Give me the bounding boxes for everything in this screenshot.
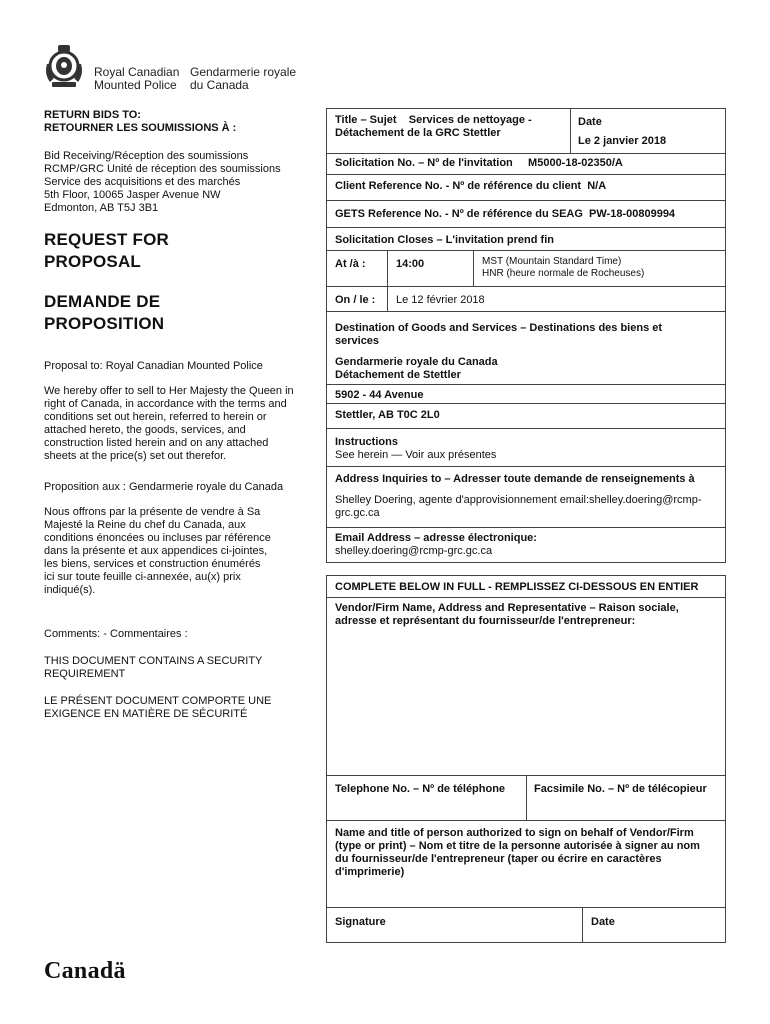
destination-heading (335, 322, 720, 348)
offer-en-line: construction listed herein and on any attached (44, 437, 269, 449)
gets-ref-value: PW-18-00809994 (589, 208, 676, 220)
ddp-title-line: PROPOSITION (44, 314, 165, 333)
inquiries-contact (335, 494, 723, 520)
at-label: At /à : (335, 258, 366, 270)
title-label: Title – Sujet (335, 114, 397, 126)
authorized-person-field[interactable] (335, 827, 720, 879)
inquiries-label: Address Inquiries to – Adresser toute demande de renseignements à (335, 473, 695, 485)
offer-fr-line: les biens, services et construction énumérés (44, 558, 261, 570)
org-name-en-1: Royal Canadian (94, 65, 180, 79)
proposal-to-fr: Proposition aux : Gendarmerie royale du Canada (44, 481, 284, 493)
closing-date: Le 12 février 2018 (396, 294, 485, 306)
security-en-line: THIS DOCUMENT CONTAINS A SECURITY (44, 655, 263, 667)
vendor-firm-field[interactable] (335, 602, 720, 628)
email-value: shelley.doering@rcmp-grc.gc.ca (335, 545, 493, 557)
date-value: Le 2 janvier 2018 (578, 135, 667, 147)
return-bids-fr: RETOURNER LES SOUMISSIONS À : (44, 122, 237, 134)
org-name-fr-1: Gendarmerie royale (190, 65, 297, 79)
title-value-2: Détachement de la GRC Stettler (335, 127, 501, 139)
return-bids-heading (44, 109, 306, 135)
gets-reference (335, 208, 675, 221)
vendor-firm-label-line: adresse et représentant du fournisseur/de l'entrepreneur: (335, 615, 636, 627)
org-name-en-2: Mounted Police (94, 78, 177, 92)
offer-text-fr (44, 506, 306, 597)
vendor-firm-label-line: Vendor/Firm Name, Address and Representative – Raison sociale, (335, 602, 679, 614)
offer-en-line: We hereby offer to sell to Her Majesty the Queen in (44, 385, 294, 397)
on-label: On / le : (335, 294, 376, 306)
divider (326, 250, 726, 251)
divider (387, 250, 388, 311)
offer-fr-line: indiqué(s). (44, 584, 96, 596)
rfp-title-line: REQUEST FOR (44, 230, 169, 249)
destination-name-line: Gendarmerie royale du Canada (335, 356, 498, 368)
request-for-proposal-title (44, 229, 306, 273)
client-ref-value: N/A (587, 180, 607, 192)
return-bids-en: RETURN BIDS TO: (44, 109, 141, 121)
rfp-title-line: PROPOSAL (44, 252, 142, 271)
inquiries-line: grc.gc.ca (335, 507, 380, 519)
comments-label: Comments: - Commentaires : (44, 628, 188, 640)
divider (526, 775, 527, 820)
authorized-person-label-line: du fournisseur/de l'entrepreneur (taper ou écrire en caractères (335, 853, 662, 865)
offer-fr-line: Majesté la Reine du chef du Canada, aux (44, 519, 246, 531)
instructions-value: See herein — Voir aux présentes (335, 449, 497, 461)
complete-below-heading: COMPLETE BELOW IN FULL - REMPLISSEZ CI-DESSOUS EN ENTIER (335, 581, 699, 593)
title-field (335, 114, 567, 140)
return-address-line: Bid Receiving/Réception des soumissions (44, 150, 249, 162)
organization-name (94, 66, 296, 92)
proposal-to-en: Proposal to: Royal Canadian Mounted Police (44, 360, 263, 372)
divider (326, 200, 726, 201)
offer-en-line: attached hereto, the goods, services, and (44, 424, 246, 436)
time-zone-en: MST (Mountain Standard Time) (482, 256, 622, 267)
solicitation-closes: Solicitation Closes – L'invitation prend fin (335, 234, 554, 246)
security-requirement-fr (44, 695, 306, 721)
demande-de-proposition-title (44, 291, 306, 335)
divider (326, 384, 726, 385)
authorized-person-label-line: d'imprimerie) (335, 866, 405, 878)
offer-fr-line: conditions énoncées ou incluses par référence (44, 532, 271, 544)
return-address-line: 5th Floor, 10065 Jasper Avenue NW (44, 189, 221, 201)
client-reference (335, 180, 606, 193)
divider (326, 286, 726, 287)
client-ref-label: Client Reference No. - Nº de référence du client (335, 180, 582, 192)
divider (326, 820, 726, 821)
divider (582, 907, 583, 943)
divider (326, 153, 726, 154)
signature-date-field[interactable]: Date (591, 916, 615, 928)
time-zone (482, 256, 644, 280)
signature-field[interactable]: Signature (335, 916, 386, 928)
org-name-fr-2: du Canada (190, 78, 249, 92)
offer-en-line: right of Canada, in accordance with the terms and (44, 398, 287, 410)
destination-name-line: Détachement de Stettler (335, 369, 461, 381)
divider (326, 527, 726, 528)
canada-wordmark: Canadä (44, 958, 126, 984)
divider (326, 466, 726, 467)
solicitation-number (335, 157, 623, 170)
time-zone-fr: HNR (heure normale de Rocheuses) (482, 268, 645, 279)
authorized-person-label-line: Name and title of person authorized to sign on behalf of Vendor/Firm (335, 827, 694, 839)
divider (326, 907, 726, 908)
destination-name (335, 356, 498, 382)
security-fr-line: LE PRÉSENT DOCUMENT COMPORTE UNE (44, 695, 272, 707)
offer-fr-line: ici sur toute feuille ci-annexée, au(x) prix (44, 571, 241, 583)
divider (570, 108, 571, 153)
solicitation-label: Solicitation No. – Nº de l'invitation (335, 157, 513, 169)
offer-fr-line: dans la présente et aux appendices ci-jointes, (44, 545, 268, 557)
destination-line: services (335, 335, 380, 347)
offer-fr-line: Nous offrons par la présente de vendre à Sa (44, 506, 261, 518)
divider (326, 227, 726, 228)
return-address (44, 150, 306, 215)
title-value: Services de nettoyage - (408, 114, 532, 126)
destination-city: Stettler, AB T0C 2L0 (335, 409, 440, 421)
return-address-line: Edmonton, AB T5J 3B1 (44, 202, 159, 214)
gets-ref-label: GETS Reference No. - Nº de référence du SEAG (335, 208, 583, 220)
security-requirement-en (44, 655, 306, 681)
facsimile-field[interactable]: Facsimile No. – Nº de télécopieur (534, 783, 707, 795)
rcmp-crest-logo (44, 44, 84, 90)
instructions-label: Instructions (335, 436, 398, 448)
offer-en-line: sheets at the price(s) set out therefor. (44, 450, 227, 462)
inquiries-line: Shelley Doering, agente d'approvisionnement email:shelley.doering@rcmp- (335, 494, 702, 506)
security-en-line: REQUIREMENT (44, 668, 126, 680)
ddp-title-line: DEMANDE DE (44, 292, 161, 311)
divider (326, 428, 726, 429)
solicitation-value: M5000-18-02350/A (528, 157, 623, 169)
closing-time: 14:00 (396, 258, 425, 270)
return-address-line: Service des acquisitions et des marchés (44, 176, 241, 188)
authorized-person-label-line: (type or print) – Nom et titre de la personne autorisée à signer au nom (335, 840, 700, 852)
return-address-line: RCMP/GRC Unité de réception des soumissions (44, 163, 281, 175)
divider (326, 597, 726, 598)
email-label: Email Address – adresse électronique: (335, 532, 537, 544)
offer-en-line: conditions set out herein, referred to herein or (44, 411, 267, 423)
telephone-field[interactable]: Telephone No. – Nº de téléphone (335, 783, 506, 795)
divider (326, 403, 726, 404)
divider (326, 311, 726, 312)
security-fr-line: EXIGENCE EN MATIÈRE DE SÉCURITÉ (44, 708, 248, 720)
divider (473, 250, 474, 286)
offer-text-en (44, 385, 306, 463)
divider (326, 174, 726, 175)
destination-line: Destination of Goods and Services – Destinations des biens et (335, 322, 663, 334)
date-label: Date (578, 116, 602, 128)
vendor-completion-form (326, 575, 726, 943)
destination-street: 5902 - 44 Avenue (335, 389, 424, 401)
